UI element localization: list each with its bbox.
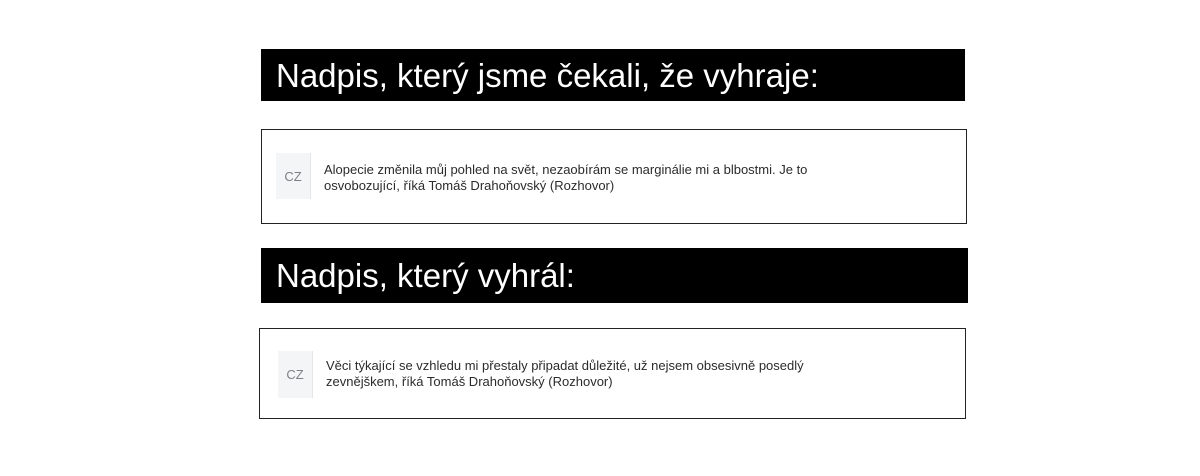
heading-expected-winner: Nadpis, který jsme čekali, že vyhraje:: [261, 49, 965, 101]
language-tag: CZ: [276, 153, 311, 199]
headline-line-1: Věci týkající se vzhledu mi přestaly připadat důležité, už nejsem obsesivně posedlý: [326, 358, 804, 373]
headline-text[interactable]: [326, 358, 826, 390]
headline-text[interactable]: [324, 162, 824, 194]
headline-line-2: zevnějškem, říká Tomáš Drahoňovský (Rozhovor): [326, 374, 613, 389]
language-tag: CZ: [278, 351, 313, 398]
headline-line-2: osvobozující, říká Tomáš Drahoňovský (Rozhovor): [324, 178, 615, 193]
headline-line-1: Alopecie změnila můj pohled na svět, nezaobírám se marginálie mi a blbostmi. Je to: [324, 162, 808, 177]
heading-actual-winner: Nadpis, který vyhrál:: [261, 248, 968, 303]
headline-card-winner[interactable]: [259, 328, 966, 419]
headline-card-expected[interactable]: [261, 129, 967, 224]
